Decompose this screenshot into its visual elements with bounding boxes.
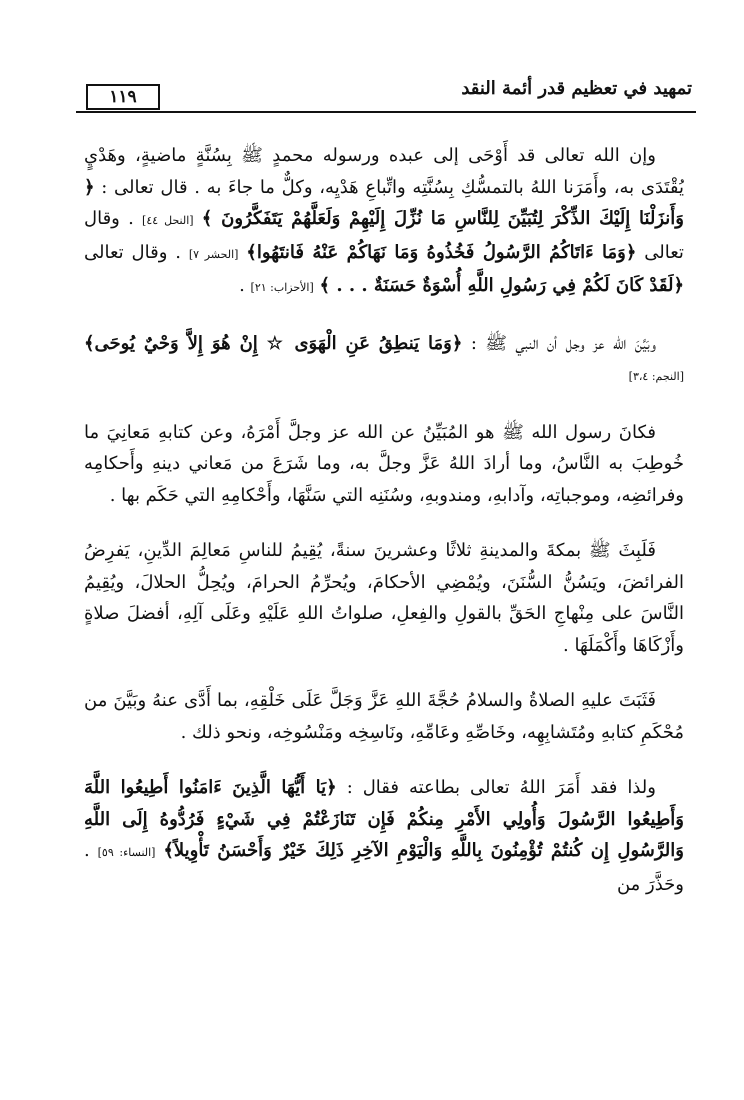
text-run: وبَيَّنَ الله عز وجل أن النبي ﷺ :: [470, 332, 656, 354]
running-title: تمهيد في تعظيم قدر أئمة النقد: [461, 78, 692, 99]
verse-reference: [الأحزاب: ٢١]: [250, 281, 314, 294]
paragraph: [84, 772, 684, 900]
text-run: .: [239, 275, 245, 296]
text-run: وإن الله تعالى قد أَوْحَى إلى عبده ورسوله محمدٍ ﷺ بِسُنَّةٍ ماضيةٍ، وهَدْيٍ يُقْتَدَى به، وأَمَرَنا اللهُ بالتمسُّكِ بِسُنَّتِه واتِّباعِ هَدْيِه، وكلٌّ ما جاءَ به . قال تعالى :: [84, 145, 684, 198]
verse-reference: [النحل ٤٤]: [142, 214, 194, 227]
quran-verse: ﴿لَقَدْ كَانَ لَكُمْ فِي رَسُولِ اللَّهِ أُسْوَةٌ حَسَنَةٌ . . . ﴾: [319, 275, 684, 296]
quran-verse: ﴿وَمَا ءَاتَاكُمُ الرَّسُولُ فَخُذُوهُ وَمَا نَهَاكُمْ عَنْهُ فَانتَهُوا﴾: [246, 241, 637, 263]
paragraph: [84, 328, 684, 393]
text-run: . وحَذَّرَ من: [84, 840, 684, 895]
verse-reference: [النجم: ٣،٤]: [628, 370, 684, 383]
header-divider: [76, 111, 696, 113]
body-text: [84, 140, 684, 1080]
text-run: . وقال تعالى: [84, 241, 181, 263]
page-number: ١١٩: [86, 84, 160, 110]
quran-verse: ﴿وَمَا يَنطِقُ عَنِ الْهَوَى ☆ إِنْ هُوَ إِلاَّ وَحْيٌ يُوحَى﴾: [84, 332, 463, 354]
paragraph: فَثَبَتَ عليهِ الصلاةُ والسلامُ حُجَّةَ اللهِ عَزَّ وَجَلَّ عَلَى خَلْقِهِ، بما أَدَّى عنهُ وبَيَّنَ من مُحْكَمِ كتابهِ ومُتَشابِهِه، وخَاصِّهِ وعَامِّهِ، ونَاسِخِه ومَنْسُوخِه، ونحو ذلك .: [84, 690, 684, 743]
page-header: [76, 72, 692, 110]
verse-reference: [الحشر ٧]: [188, 247, 239, 261]
paragraph: فَلَبِثَ ﷺ بمكةَ والمدينةِ ثلاثًا وعشرينَ سنةً، يُقِيمُ للناسِ مَعالِمَ الدِّينِ، يَفرِضُ الفرائضَ، ويَسُنُّ السُّنَنَ، ويُمْضِي الأحكامَ، ويُحرِّمُ الحرامَ، ويُحِلُّ الحلالَ، ويُقِيمُ النَّاسَ على مِنْهاجِ الحَقِّ بالقولِ والفِعلِ، صلواتُ اللهِ عَلَيْهِ وعَلَى آلِهِ، أفضلَ صلاةٍ وأَزْكَاهَا وأَكْمَلَهَا .: [84, 540, 684, 656]
quran-verse: ﴿ وَأَنزَلْنَا إِلَيْكَ الذِّكْرَ لِتُبَيِّنَ لِلنَّاسِ مَا نُزِّلَ إِلَيْهِمْ وَلَعَلَّهُمْ يَتَفَكَّرُونَ ﴾: [84, 176, 684, 229]
quran-verse: ﴿يَا أَيُّهَا الَّذِينَ ءَامَنُوا أَطِيعُوا اللَّهَ وَأَطِيعُوا الرَّسُولَ وَأُولِي الأَمْرِ مِنكُمْ فَإِن تَنَازَعْتُمْ فِي شَيْءٍ فَرُدُّوهُ إِلَى اللَّهِ وَالرَّسُولِ إِن كُنتُمْ تُؤْمِنُونَ بِاللَّهِ وَالْيَوْمِ الآخِرِ ذَلِكَ خَيْرٌ وَأَحْسَنُ تَأْوِيلاً﴾: [84, 777, 684, 861]
text-run: . وقال تعالى: [84, 208, 684, 263]
verse-reference: [النساء: ٥٩]: [97, 846, 156, 859]
text-run: ولذا فقد أَمَرَ اللهُ تعالى بطاعته فقال :: [346, 777, 656, 798]
paragraph: [84, 140, 684, 304]
paragraph: فكانَ رسول الله ﷺ هو المُبَيِّنُ عن الله عز وجلَّ أَمْرَهُ، وعن كتابهِ مَعانِيَ ما خُوطِبَ به النَّاسُ، وما أرادَ اللهُ عَزَّ وجلَّ به، وما شَرَعَ من مَعاني دينهِ وأَحكامِه وفرائضِه، وموجباتِه، وآدابهِ، ومندوبهِ، وسُنَنِه التي سَنَّهَا، وأَحْكامِهِ التي حَكَم بها .: [84, 421, 684, 506]
